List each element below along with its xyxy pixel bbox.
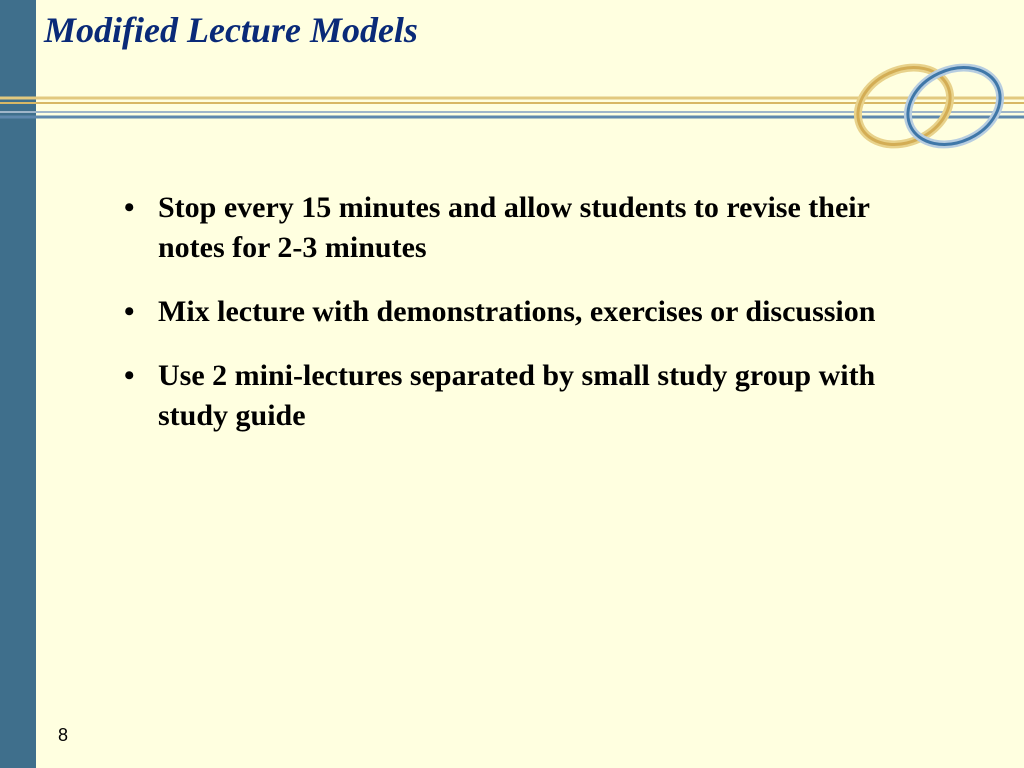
bullet-marker: •: [124, 191, 135, 224]
bullet-text: Use 2 mini-lectures separated by small study group with study guide: [158, 359, 876, 432]
interlocking-rings-logo: [850, 56, 1010, 156]
slide-title: Modified Lecture Models: [44, 10, 418, 50]
bullet-list: [124, 188, 924, 460]
bullet-text: Mix lecture with demonstrations, exercises or discussion: [158, 295, 876, 328]
bullet-marker: •: [124, 359, 135, 392]
bullet-item: [124, 188, 924, 268]
bullet-item: [124, 356, 924, 436]
page-number: 8: [58, 725, 69, 745]
bullet-item: [124, 292, 924, 332]
bullet-marker: •: [124, 295, 135, 328]
bullet-text: Stop every 15 minutes and allow students to revise their notes for 2-3 minutes: [158, 191, 870, 264]
